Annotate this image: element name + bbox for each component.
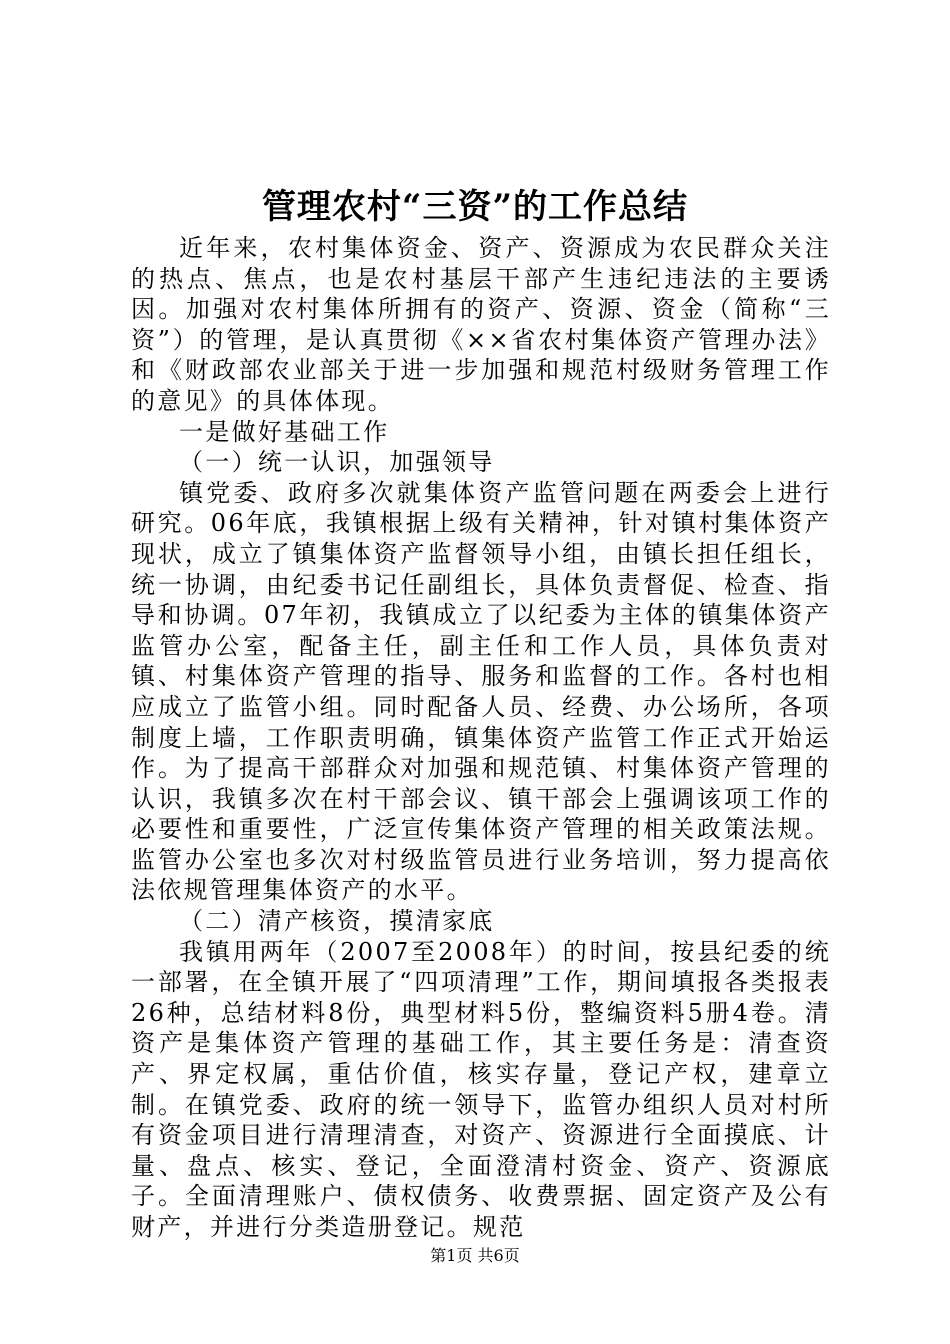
body-paragraph: 镇党委、政府多次就集体资产监管问题在两委会上进行研究。06年底，我镇根据上级有关精神，针对镇村集体资产现状，成立了镇集体资产监督领导小组，由镇长担任组长，统一协调，由纪委书记任副组长，具体负责督促、检查、指导和协调。07年初，我镇成立了以纪委为主体的镇集体资产监管办公室，配备主任，副主任和工作人员，具体负责对镇、村集体资产管理的指导、服务和监督的工作。各村也相应成立了监管小组。同时配备人员、经费、办公场所，各项制度上墙，工作职责明确，镇集体资产监管工作正式开始运作。为了提高干部群众对加强和规范镇、村集体资产管理的认识，我镇多次在村干部会议、镇干部会上强调该项工作的必要性和重要性，广泛宣传集体资产管理的相关政策法规。监管办公室也多次对村级监管员进行业务培训，努力提高依法依规管理集体资产的水平。 <box>131 478 831 905</box>
subsection-heading: （二）清产核资，摸清家底 <box>179 907 495 936</box>
document-body <box>131 233 831 1243</box>
subsection-heading: （一）统一认识，加强领导 <box>179 448 495 477</box>
page-footer: 第1页 共6页 <box>430 1246 520 1265</box>
body-paragraph: 我镇用两年（2007至2008年）的时间，按县纪委的统一部署，在全镇开展了“四项清理”工作，期间填报各类报表26种，总结材料8份，典型材料5份，整编资料5册4卷。清资产是集体资产管理的基础工作，其主要任务是：清查资产、界定权属，重估价值，核实存量，登记产权，建章立制。在镇党委、政府的统一领导下，监管办组织人员对村所有资金项目进行清理清查，对资产、资源进行全面摸底、计量、盘点、核实、登记，全面澄清村资金、资产、资源底子。全面清理账户、债权债务、收费票据、固定资产及公有财产，并进行分类造册登记。规范 <box>131 937 831 1241</box>
document-title: 管理农村“三资”的工作总结 <box>261 187 689 227</box>
section-heading: 一是做好基础工作 <box>179 417 390 446</box>
body-paragraph: 近年来，农村集体资金、资产、资源成为农民群众关注的热点、焦点，也是农村基层干部产生违纪违法的主要诱因。加强对农村集体所拥有的资产、资源、资金（简称“三资”）的管理，是认真贯彻《××省农村集体资产管理办法》和《财政部农业部关于进一步加强和规范村级财务管理工作的意见》的具体体现。 <box>131 234 831 415</box>
